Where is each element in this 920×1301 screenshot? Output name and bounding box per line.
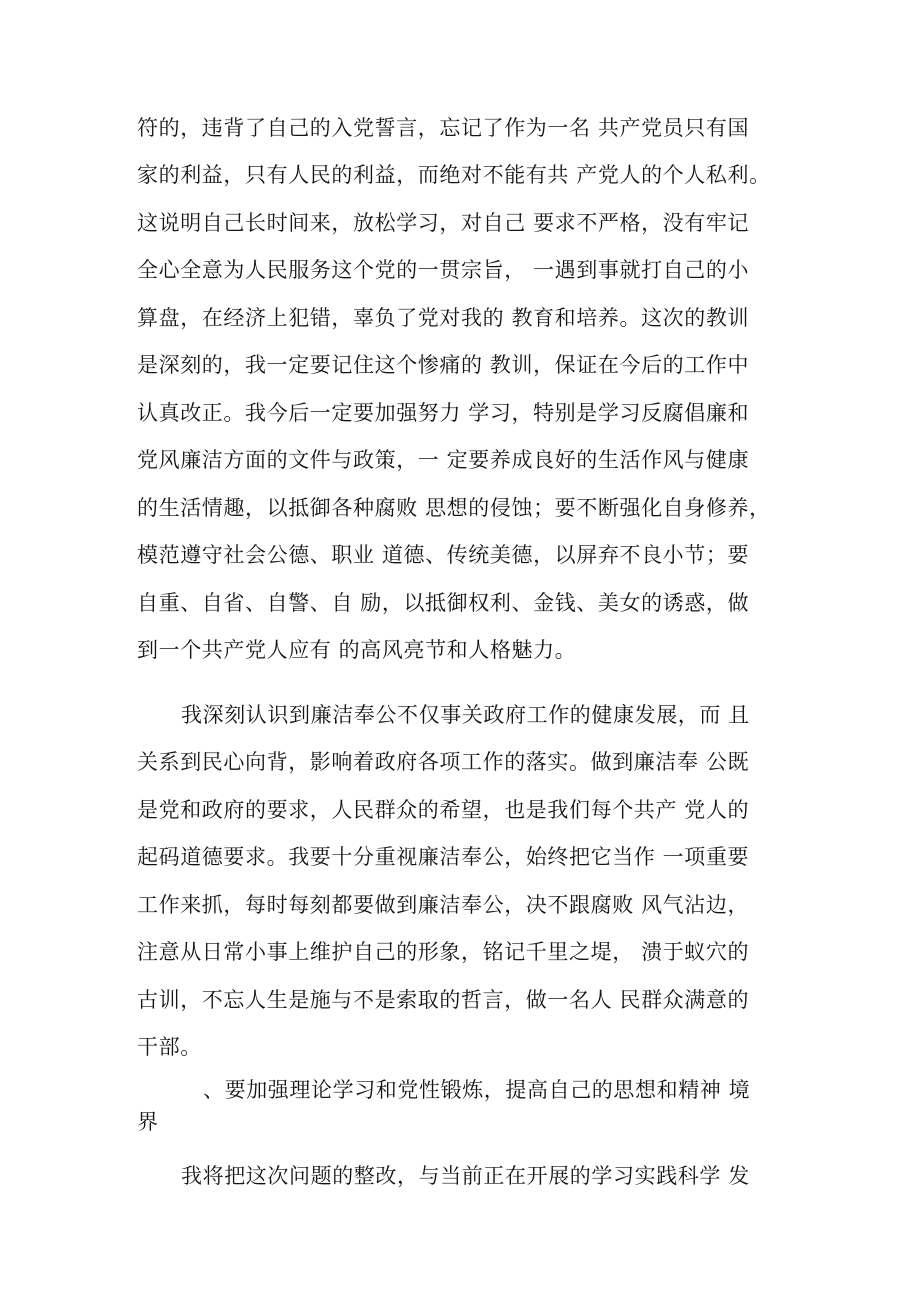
paragraph-1-line-8: 党风廉洁方面的文件与政策，一 定要养成良好的生活作风与健康 — [137, 448, 750, 472]
paragraph-1-line-10: 模范遵守社会公德、职业 道德、传统美德，以屏弃不良小节；要 — [137, 543, 750, 567]
paragraph-1-line-11: 自重、自省、自警、自 励，以抵御权利、金钱、美女的诱惑，做 — [137, 591, 750, 615]
section-heading-line-1: 、要加强理论学习和党性锻炼，提高自己的思想和精神 境 — [203, 1078, 751, 1102]
paragraph-2-line-8: 干部。 — [137, 1035, 202, 1059]
paragraph-3-line-1: 我将把这次问题的整改，与当前正在开展的学习实践科学 发 — [181, 1164, 750, 1188]
paragraph-2-line-2: 关系到民心向背，影响着政府各项工作的落实。做到廉洁奉 公既 — [137, 750, 750, 774]
paragraph-1-line-2: 家的利益，只有人民的利益，而绝对不能有共 产党人的个人私利。 — [137, 163, 771, 187]
paragraph-2-line-3: 是党和政府的要求，人民群众的希望，也是我们每个共产 党人的 — [137, 798, 750, 822]
section-heading-line-2: 界 — [137, 1110, 159, 1134]
paragraph-1-line-4: 全心全意为人民服务这个党的一贯宗旨， 一遇到事就打自己的小 — [137, 258, 750, 282]
paragraph-1-line-6: 是深刻的，我一定要记住这个惨痛的 教训，保证在今后的工作中 — [137, 353, 750, 377]
paragraph-2-line-1: 我深刻认识到廉洁奉公不仅事关政府工作的健康发展，而 且 — [181, 703, 750, 727]
paragraph-1-line-1: 符的，违背了自己的入党誓言，忘记了作为一名 共产党员只有国 — [137, 116, 750, 140]
paragraph-2-line-6: 注意从日常小事上维护自己的形象，铭记千里之堤， 溃于蚁穴的 — [137, 940, 750, 964]
paragraph-2-line-5: 工作来抓，每时每刻都要做到廉洁奉公，决不跟腐败 风气沾边， — [137, 893, 750, 917]
paragraph-1-line-5: 算盘，在经济上犯错，辜负了党对我的 教育和培养。这次的教训 — [137, 306, 750, 330]
paragraph-2-line-4: 起码道德要求。我要十分重视廉洁奉公，始终把它当作 一项重要 — [137, 845, 750, 869]
paragraph-1-line-3: 这说明自己长时间来，放松学习，对自己 要求不严格，没有牢记 — [137, 211, 750, 235]
paragraph-1-line-7: 认真改正。我今后一定要加强努力 学习，特别是学习反腐倡廉和 — [137, 401, 750, 425]
paragraph-1-line-12: 到一个共产党人应有 的高风亮节和人格魅力。 — [137, 638, 577, 662]
paragraph-1-line-9: 的生活情趣，以抵御各种腐败 思想的侵蚀；要不断强化自身修养， — [137, 496, 771, 520]
paragraph-2-line-7: 古训，不忘人生是施与不是索取的哲言，做一名人 民群众满意的 — [137, 988, 750, 1012]
